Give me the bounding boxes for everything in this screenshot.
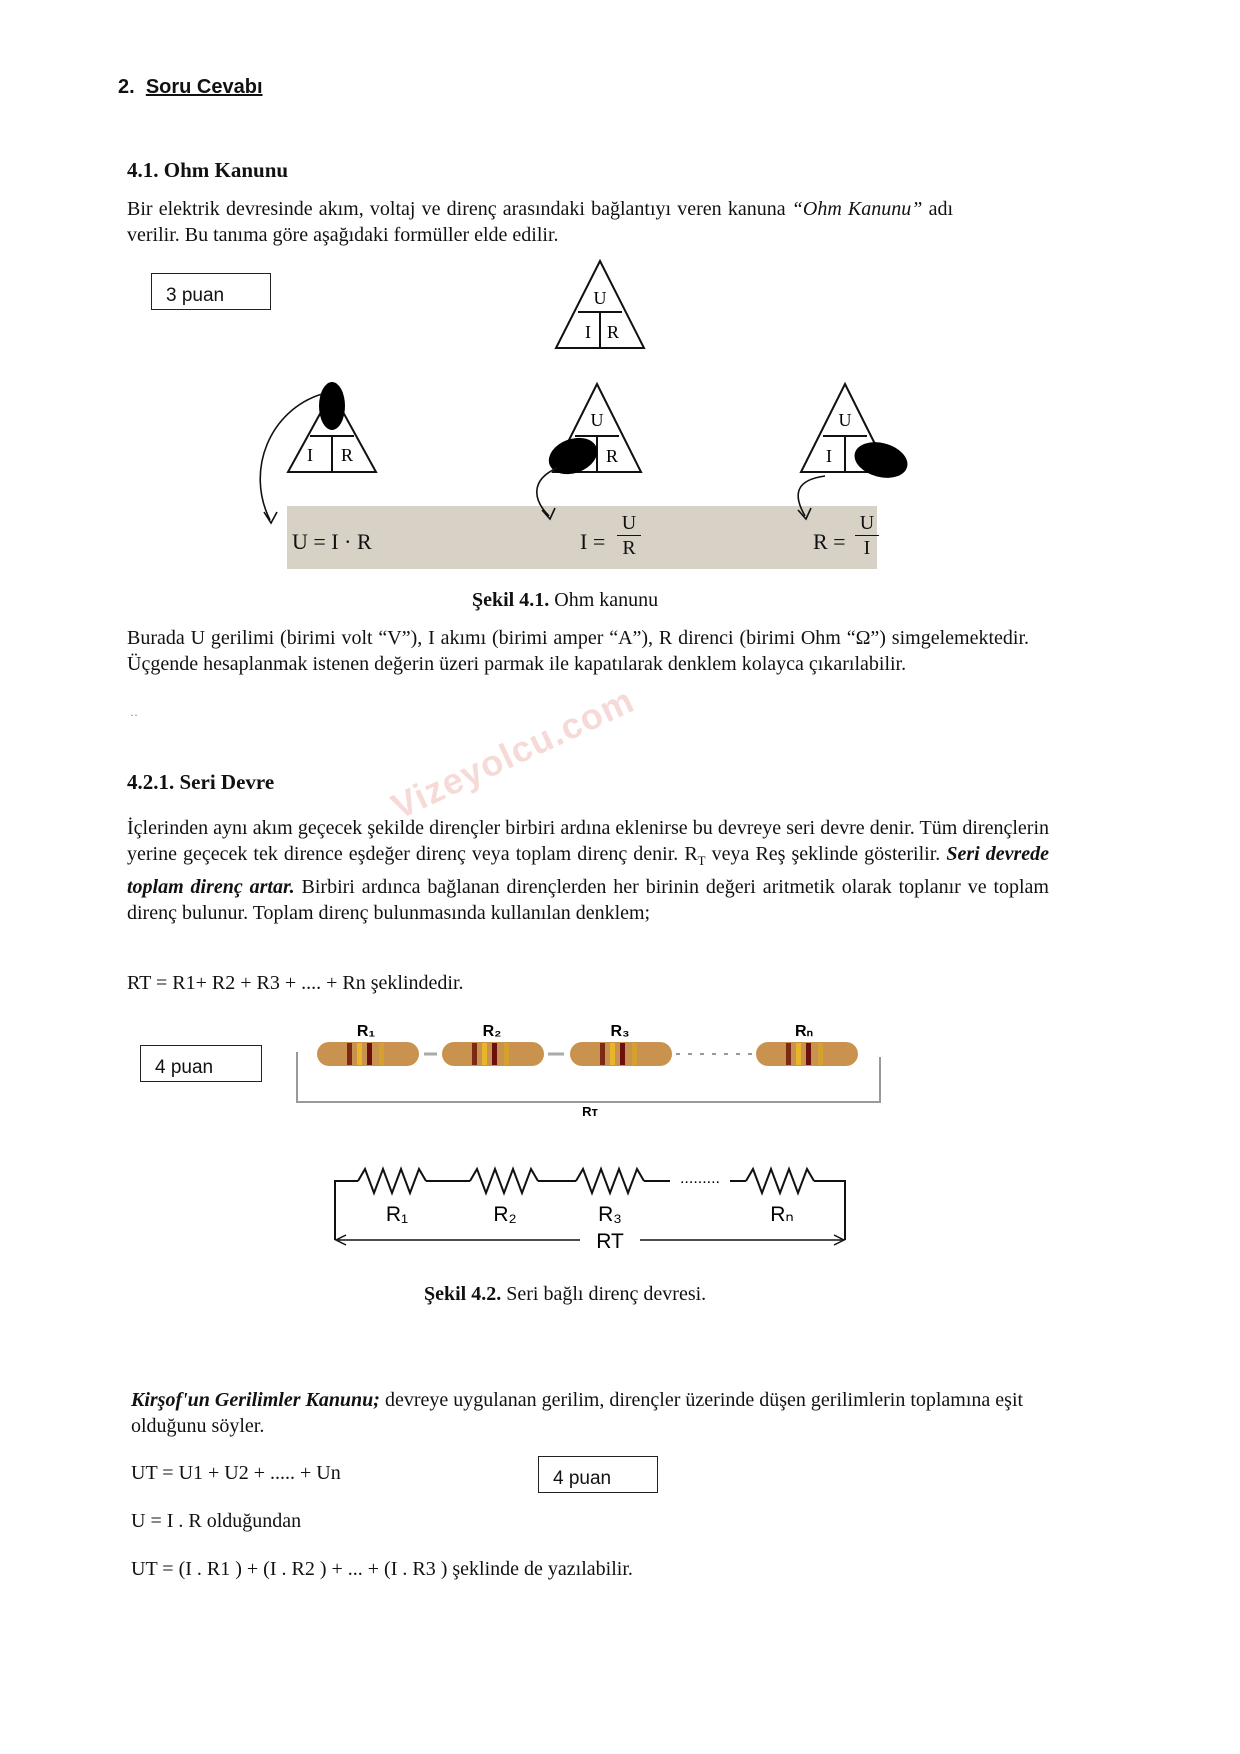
series-paragraph: İçlerinden aynı akım geçecek şekilde dirençler birbiri ardına eklenirse bu devreye seri devre denir. Tüm dirençlerin yerine geçecek tek dirence eşdeğer direnç veya toplam direnç denir. $R_T$ veya Reş şeklinde gösterilir. Seri devrede toplam direnç artar. Birbiri ardınca bağlanan dirençlerden her birinin değeri aritmetik olarak toplanır ve toplam direnç bulunur. Toplam direnç bulunmasında kullanılan denklem; — [127, 817, 1049, 924]
triangle-r-i: I — [826, 446, 832, 466]
triangle-u-r: R — [340, 445, 354, 465]
schematic-label-3: R₃ — [598, 1203, 622, 1226]
formula-r-fraction — [855, 511, 879, 560]
ohm-triangle-i — [535, 380, 655, 530]
ohm-triangle-u — [250, 380, 390, 540]
figure-caption-4-1: Şekil 4.1. Ohm kanunu — [472, 589, 659, 611]
resistor-photo-figure — [292, 1012, 892, 1117]
kirchhoff-paragraph: Kirşof'un Gerilimler Kanunu; devreye uygulanan gerilim, dirençler üzerinde düşen gerilimlerin toplamına eşit olduğunu söyler. — [131, 1389, 1024, 1437]
schematic-label-n: Rₙ — [770, 1203, 794, 1226]
formula-r-denominator: I — [855, 535, 879, 560]
ohm-triangle-main — [553, 258, 647, 352]
section-heading-series: 4.2.1. Seri Devre — [127, 770, 275, 794]
series-key-fact: Seri devrede toplam direnç artar. — [127, 843, 1049, 898]
figure-caption-4-2: Şekil 4.2. Seri bağlı direnç devresi. — [424, 1283, 707, 1305]
triangle-r-u: U — [838, 410, 852, 430]
formula-i-numerator: U — [621, 512, 637, 534]
kirchhoff-equation-2: U = I . R olduğundan — [131, 1510, 302, 1532]
page-title-text: Soru Cevabı — [145, 76, 263, 98]
resistor-photo-label-n: Rₙ — [795, 1023, 813, 1040]
triangle-main-i: I — [585, 322, 591, 342]
formula-r-lhs: R = — [813, 529, 846, 554]
schematic-dots: ......... — [679, 1170, 721, 1187]
formula-i-denominator: R — [617, 535, 641, 560]
points-box-2: 4 puan — [140, 1045, 262, 1082]
formula-u: U = I · R — [292, 529, 372, 554]
triangle-main-u: U — [593, 288, 607, 308]
triangle-main-r: R — [606, 322, 620, 342]
ohm-intro-paragraph: Bir elektrik devresinde akım, voltaj ve direnç arasındaki bağlantıyı veren kanuna “Ohm Kanunu” adı verilir. Bu tanıma göre aşağıdaki formüller elde edilir. — [127, 198, 953, 246]
kirchhoff-term: Kirşof'un Gerilimler Kanunu; — [131, 1389, 380, 1411]
schematic-label-2: R₂ — [493, 1203, 517, 1226]
ohm-explanation-paragraph: Burada U gerilimi (birimi volt “V”), I akımı (birimi amper “A”), R direnci (birimi Ohm “Ω”) simgelemektedir. Üçgende hesaplanmak istenen değerin üzeri parmak ile kapatılarak denklem kolayca çıkarılabilir. — [127, 627, 1029, 675]
resistor-photo-total: Rт — [582, 1104, 598, 1117]
formula-i-fraction — [617, 511, 641, 560]
series-equation: RT = R1+ R2 + R3 + .... + Rn şeklindedir. — [127, 972, 464, 994]
points-box-1: 3 puan — [151, 273, 271, 310]
triangle-u-i: I — [307, 445, 313, 465]
resistor-photo-label-3: R₃ — [610, 1023, 630, 1040]
schematic-label-1: R₁ — [385, 1203, 409, 1226]
resistor-photo-n — [756, 1042, 858, 1066]
formula-r-numerator: U — [859, 512, 875, 534]
page-title: 2. Soru Cevabı — [118, 76, 263, 98]
points-box-3: 4 puan — [538, 1456, 658, 1493]
kirchhoff-equation-1: UT = U1 + U2 + ..... + Un — [131, 1462, 341, 1484]
resistor-photo-2 — [442, 1042, 544, 1066]
ohm-law-term: “Ohm Kanunu” — [791, 198, 923, 220]
triangle-i-u: U — [590, 410, 604, 430]
resistor-photo-1 — [317, 1042, 419, 1066]
resistor-photo-label-2: R₂ — [482, 1023, 502, 1040]
kirchhoff-equation-3: UT = (I . R1 ) + (I . R2 ) + ... + (I . R3 ) şeklinde de yazılabilir. — [131, 1558, 633, 1580]
triangle-i-r: R — [605, 446, 619, 466]
schematic-total: RT — [596, 1230, 624, 1253]
series-schematic — [330, 1155, 860, 1260]
stray-dots: ·· — [130, 708, 138, 722]
formula-i-lhs: I = — [580, 529, 606, 554]
watermark: Vizeyolcu.com — [385, 679, 641, 828]
resistor-photo-label-1: R₁ — [356, 1023, 376, 1040]
ohm-triangle-r — [785, 380, 915, 530]
section-heading-ohm: 4.1. Ohm Kanunu — [127, 158, 289, 182]
resistor-photo-3 — [570, 1042, 672, 1066]
